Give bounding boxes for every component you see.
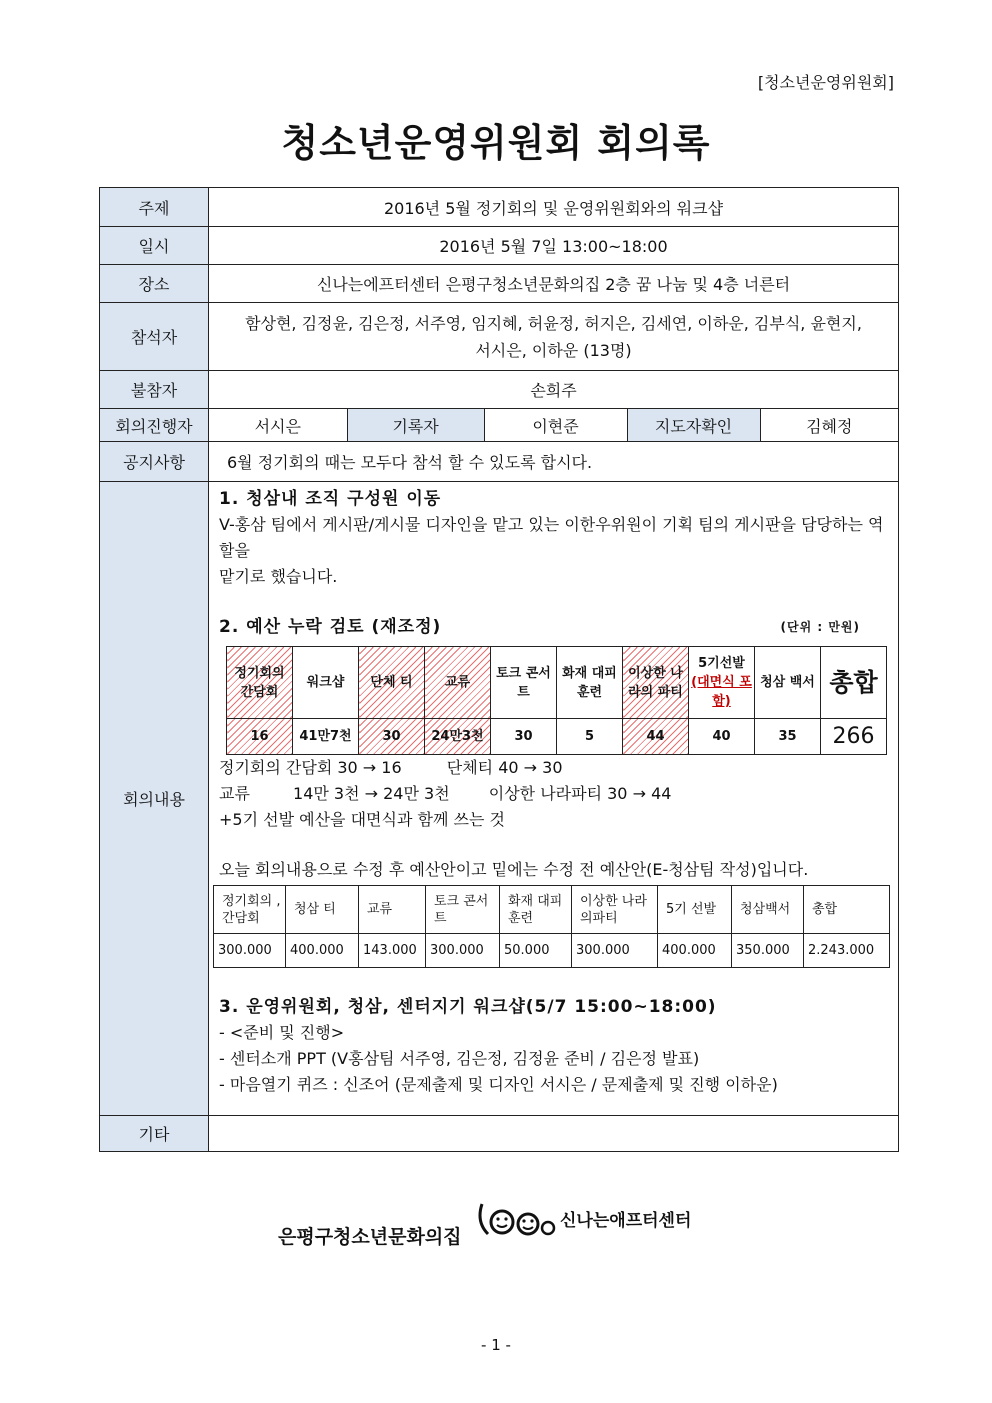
budget-value-total: 266 xyxy=(821,719,887,755)
old-budget-value: 143.000 xyxy=(359,934,426,968)
budget-header xyxy=(689,647,755,719)
value-date: 2016년 5월 7일 13:00~18:00 xyxy=(209,227,899,265)
change-1a: 정기회의 간담회 30 → 16 xyxy=(219,758,402,777)
old-budget-header: 청삼백서 xyxy=(732,886,804,934)
old-budget-value: 300.000 xyxy=(572,934,658,968)
budget-value: 16 xyxy=(227,719,293,755)
section1-line-1: V-홍삼 팀에서 게시판/게시물 디자인을 맡고 있는 이한우위원이 기획 팀의 게시판을 담당하는 역할을 xyxy=(219,515,884,560)
old-budget-header: 청삼 티 xyxy=(286,886,359,934)
value-host: 서시은 xyxy=(254,416,301,436)
label-date: 일시 xyxy=(100,227,209,265)
row-etc xyxy=(100,1116,899,1152)
budget-header: 워크샵 xyxy=(293,647,359,719)
row-date xyxy=(100,227,899,265)
budget-value: 30 xyxy=(359,719,425,755)
section2-heading: 2. 예산 누락 검토 (재조정) xyxy=(219,617,442,637)
label-notice: 공지사항 xyxy=(100,442,209,482)
row-host xyxy=(100,409,899,442)
budget-header-note: (대면식 포함) xyxy=(691,675,752,709)
old-budget-header: 화재 대피훈련 xyxy=(500,886,572,934)
row-notice xyxy=(100,442,899,482)
section2-heading-row xyxy=(219,614,890,640)
row-attendees xyxy=(100,303,899,371)
budget-header: 교류 xyxy=(425,647,491,719)
host-subtable xyxy=(209,409,898,441)
old-budget-value: 50.000 xyxy=(500,934,572,968)
section1-line-2: 맡기로 했습니다. xyxy=(219,567,338,586)
minutes-table xyxy=(99,187,899,1152)
old-budget-value: 2.243.000 xyxy=(804,934,890,968)
attendees-line-1: 함상현, 김정윤, 김은정, 서주영, 임지혜, 허윤정, 허지은, 김세연, 이하운, 김부식, 윤현지, xyxy=(245,313,862,333)
header-tag: [청소년운영위원회] xyxy=(757,73,894,92)
label-supervisor: 지도자확인 xyxy=(627,409,760,441)
attendees-line-2: 서시은, 이하운 (13명) xyxy=(475,340,632,360)
budget-header: 이상한 나라의 파티 xyxy=(623,647,689,719)
old-budget-header-row xyxy=(214,886,890,934)
label-topic: 주제 xyxy=(100,188,209,227)
budget-header-total: 총합 xyxy=(821,647,887,719)
budget-unit: (단위 : 만원) xyxy=(780,620,860,634)
document-title: 청소년운영위원회 회의록 xyxy=(281,121,711,165)
old-budget-header: 토크 콘서트 xyxy=(426,886,500,934)
old-budget-value: 400.000 xyxy=(658,934,732,968)
label-etc: 기타 xyxy=(100,1116,209,1152)
value-recorder: 이현준 xyxy=(484,409,627,441)
change-line-2 xyxy=(219,781,890,807)
section1-heading: 1. 청삼내 조직 구성원 이동 xyxy=(219,489,442,509)
budget-value: 44 xyxy=(623,719,689,755)
budget-header: 토크 콘서트 xyxy=(491,647,557,719)
smile-logo xyxy=(476,1198,558,1244)
budget-header: 단체 티 xyxy=(359,647,425,719)
old-budget-value: 300.000 xyxy=(214,934,286,968)
label-attendees: 참석자 xyxy=(100,303,209,371)
change-1b: 단체티 40 → 30 xyxy=(446,758,563,777)
section3-heading: 3. 운영위원회, 청삼, 센터지기 워크샵(5/7 15:00~18:00) xyxy=(219,997,717,1017)
old-budget-value-row xyxy=(214,934,890,968)
old-budget-header: 이상한 나라의파티 xyxy=(572,886,658,934)
old-budget-value: 400.000 xyxy=(286,934,359,968)
label-recorder: 기록자 xyxy=(347,409,484,441)
budget-table xyxy=(226,646,887,755)
value-attendees xyxy=(209,303,899,371)
budget-header-text: 5기선발 xyxy=(698,656,745,671)
meeting-content xyxy=(209,482,899,1116)
old-budget-table xyxy=(213,885,890,968)
value-etc xyxy=(209,1116,899,1152)
old-budget-header: 총합 xyxy=(804,886,890,934)
row-absent xyxy=(100,371,899,409)
budget-header: 정기회의 간담회 xyxy=(227,647,293,719)
old-budget-value: 300.000 xyxy=(426,934,500,968)
footer-org-left: 은평구청소년문화의집 xyxy=(278,1226,462,1248)
row-place xyxy=(100,265,899,303)
section3-item: - 마음열기 퀴즈 : 신조어 (문제출제 및 디자인 서시은 / 문제출제 및 진행 이하운) xyxy=(219,1075,778,1094)
budget-value: 30 xyxy=(491,719,557,755)
budget-header-row xyxy=(227,647,887,719)
old-budget-header: 정기회의 , 간담회 xyxy=(214,886,286,934)
budget-note: 오늘 회의내용으로 수정 후 예산안이고 밑에는 수정 전 예산안(E-청삼팀 작성)입니다. xyxy=(219,860,809,879)
budget-value: 35 xyxy=(755,719,821,755)
budget-value-row xyxy=(227,719,887,755)
old-budget-header: 5기 선발 xyxy=(658,886,732,934)
row-content xyxy=(100,482,899,1116)
budget-value: 5 xyxy=(557,719,623,755)
change-2c: 이상한 나라파티 30 → 44 xyxy=(488,784,672,803)
budget-value: 41만7천 xyxy=(293,719,359,755)
value-place: 신나는에프터센터 은평구청소년문화의집 2층 꿈 나눔 및 4층 너른터 xyxy=(209,265,899,303)
label-host: 회의진행자 xyxy=(100,409,209,442)
change-2a: 교류 xyxy=(219,784,250,803)
label-content: 회의내용 xyxy=(100,482,209,1116)
value-notice: 6월 정기회의 때는 모두다 참석 할 수 있도록 합시다. xyxy=(209,442,899,482)
budget-value: 40 xyxy=(689,719,755,755)
change-line-1 xyxy=(219,755,890,781)
value-topic: 2016년 5월 정기회의 및 운영위원회와의 워크샵 xyxy=(209,188,899,227)
page-number: - 1 - xyxy=(481,1336,511,1354)
value-absent: 손희주 xyxy=(209,371,899,409)
change-2b: 14만 3천 → 24만 3천 xyxy=(293,784,450,803)
budget-header: 화재 대피훈련 xyxy=(557,647,623,719)
change-line-3: +5기 선발 예산을 대면식과 함께 쓰는 것 xyxy=(219,810,505,829)
footer-org-right: 신나는애프터센터 xyxy=(560,1211,692,1231)
row-topic xyxy=(100,188,899,227)
section3-item: - 센터소개 PPT (V홍삼팀 서주영, 김은정, 김정윤 준비 / 김은정 발표) xyxy=(219,1049,700,1068)
budget-value: 24만3천 xyxy=(425,719,491,755)
old-budget-value: 350.000 xyxy=(732,934,804,968)
label-absent: 불참자 xyxy=(100,371,209,409)
section3-item: - <준비 및 진행> xyxy=(219,1023,345,1042)
label-place: 장소 xyxy=(100,265,209,303)
old-budget-header: 교류 xyxy=(359,886,426,934)
value-supervisor: 김혜정 xyxy=(760,409,898,441)
budget-header: 청삼 백서 xyxy=(755,647,821,719)
